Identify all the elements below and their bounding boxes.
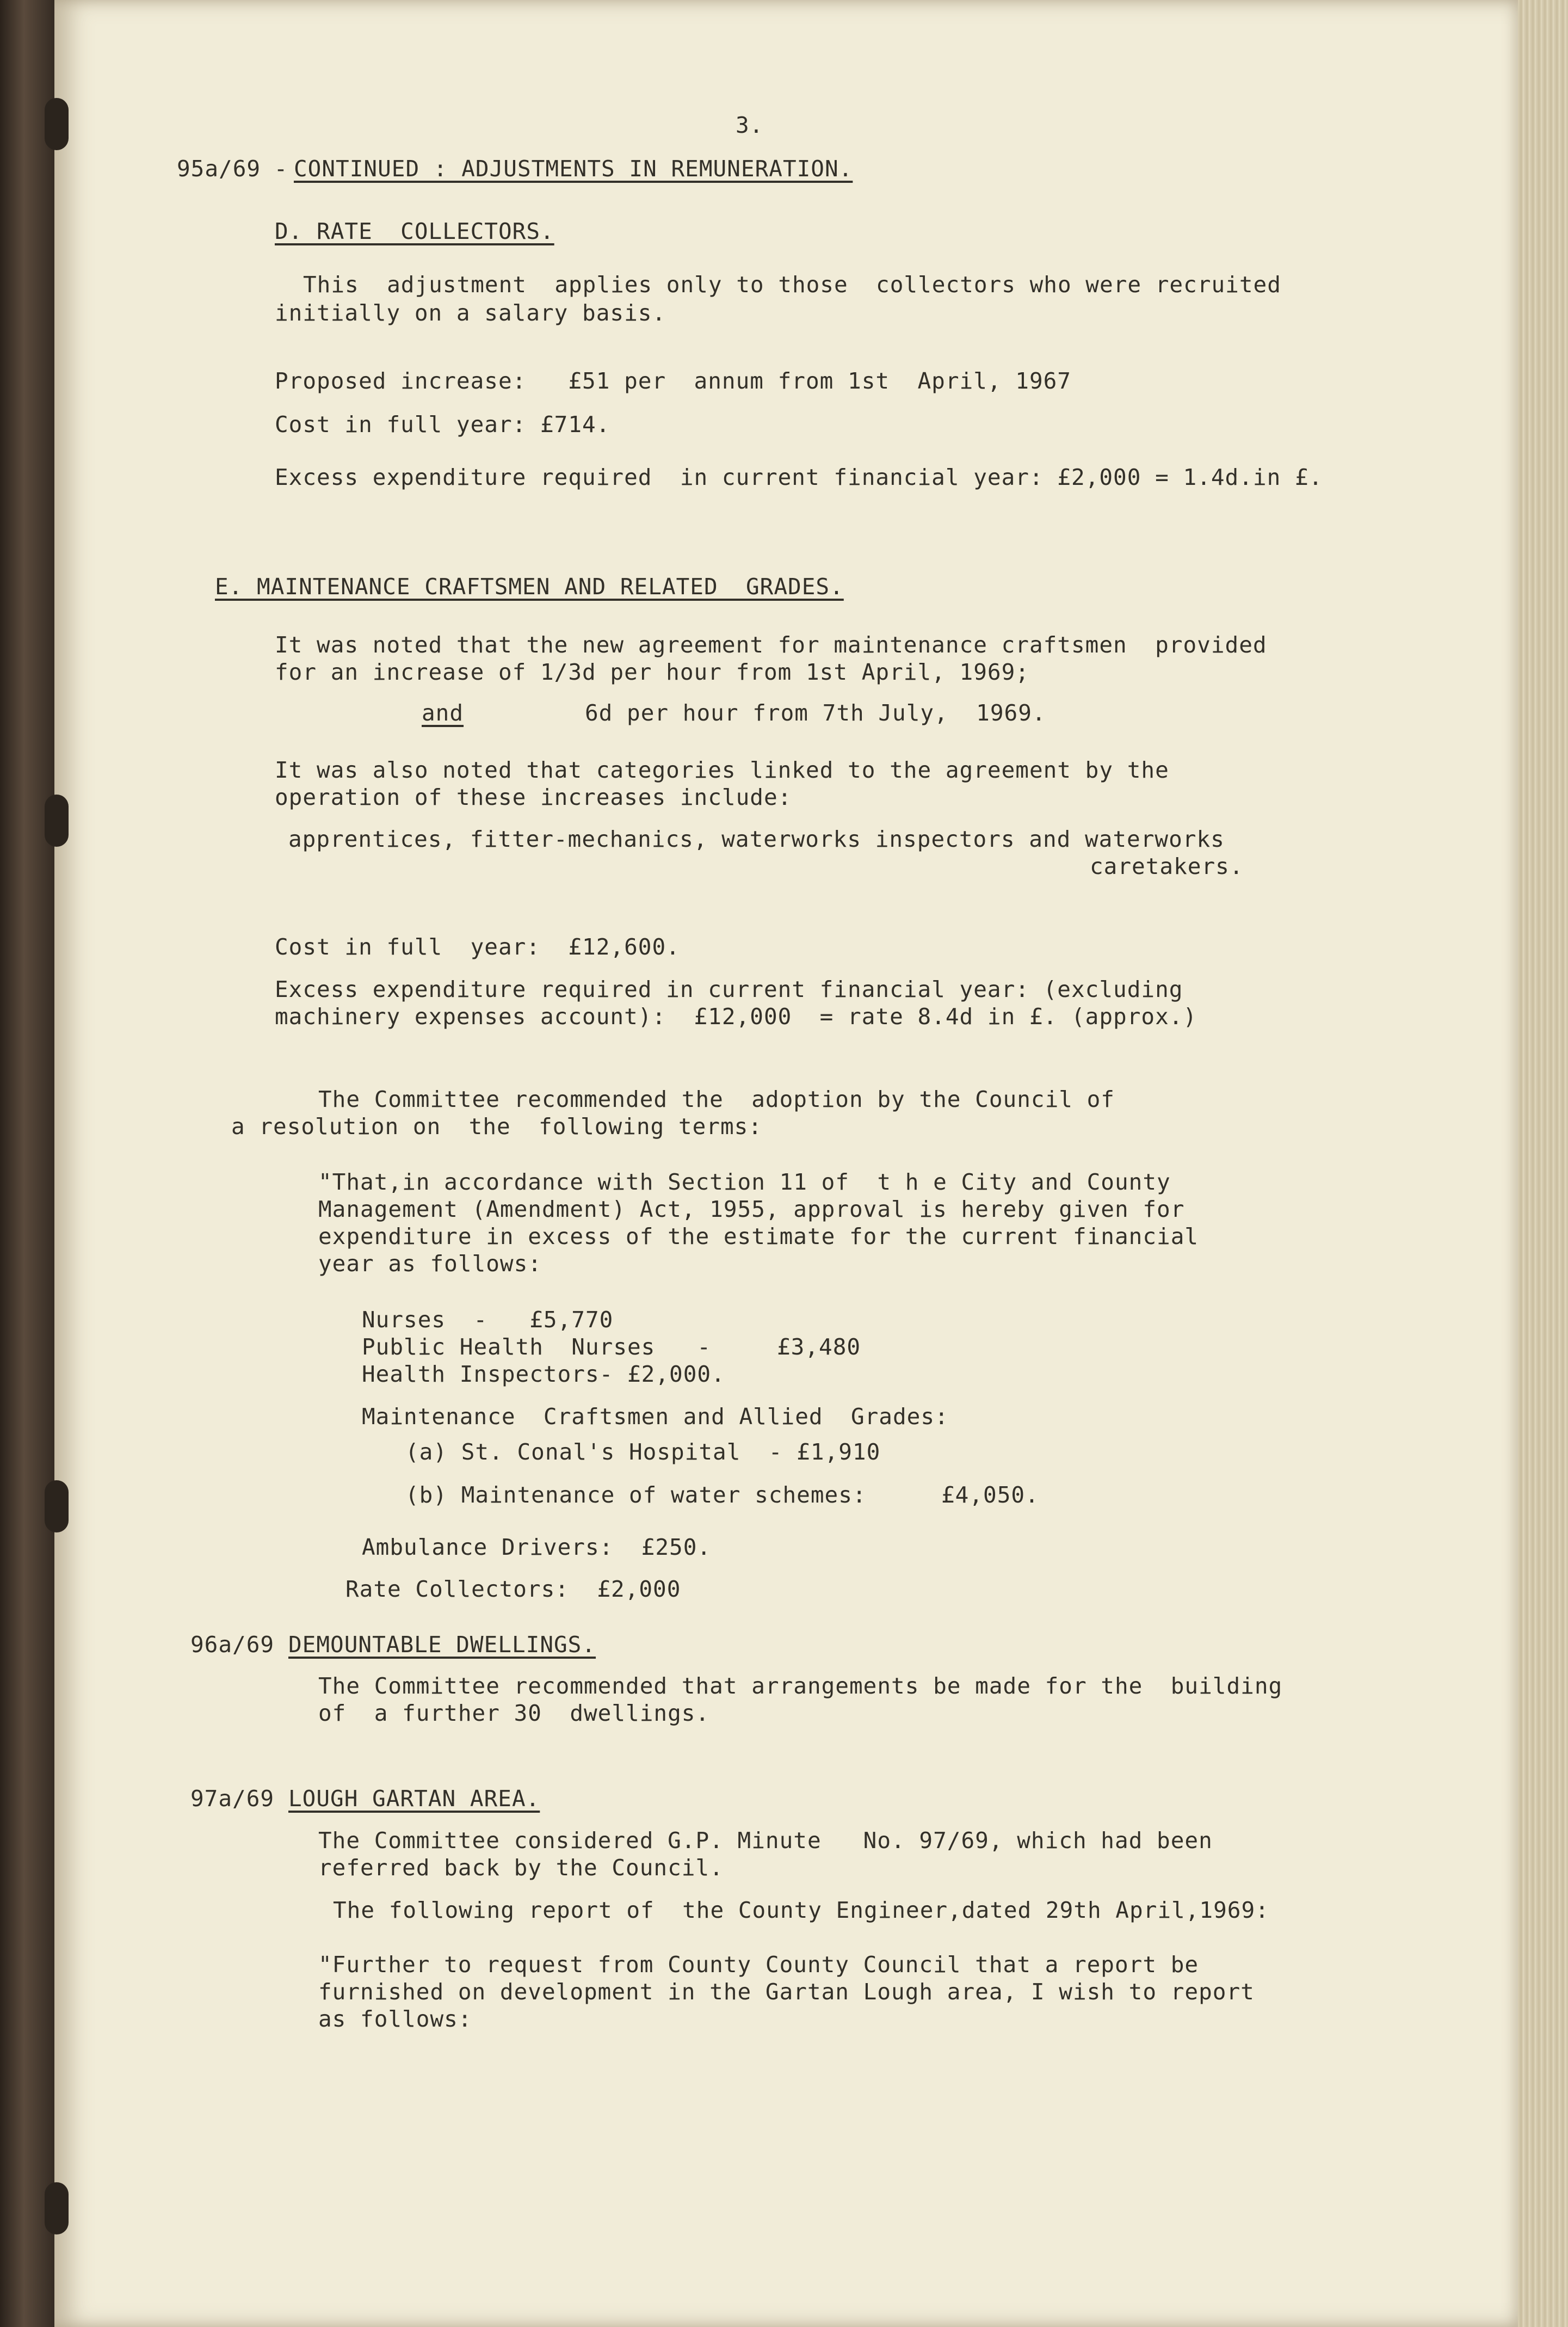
expenditure-item: Maintenance Craftsmen and Allied Grades: — [362, 1403, 949, 1430]
paragraph-line: and — [422, 700, 464, 726]
expenditure-item: Health Inspectors- £2,000. — [362, 1361, 725, 1387]
paragraph-line: Proposed increase: £51 per annum from 1st April, 1967 — [275, 368, 1071, 394]
expenditure-item: Ambulance Drivers: £250. — [362, 1534, 712, 1560]
expenditure-item: Nurses - £5,770 — [362, 1307, 614, 1333]
expenditure-item: (a) St. Conal's Hospital - £1,910 — [405, 1439, 881, 1465]
paragraph-line: as follows: — [318, 2006, 472, 2032]
paragraph-line: operation of these increases include: — [275, 784, 792, 810]
expenditure-value: £4,050. — [941, 1482, 1039, 1508]
paragraph-line: apprentices, fitter-mechanics, waterworks inspectors and waterworks — [288, 826, 1225, 852]
minute-heading: CONTINUED : ADJUSTMENTS IN REMUNERATION. — [294, 156, 853, 182]
expenditure-item: (b) Maintenance of water schemes: — [405, 1482, 867, 1508]
paragraph-line: a resolution on the following terms: — [231, 1113, 762, 1140]
paragraph-line: "Further to request from County County Council that a report be — [318, 1952, 1199, 1978]
paragraph-line: machinery expenses account): £12,000 = rate 8.4d in £. (approx.) — [275, 1004, 1197, 1030]
paragraph-line: 6d per hour from 7th July, 1969. — [585, 700, 1046, 726]
binding-hole — [45, 1480, 69, 1532]
paragraph-line: for an increase of 1/3d per hour from 1st April, 1969; — [275, 659, 1029, 685]
page-number: 3. — [736, 112, 764, 138]
minute-heading: LOUGH GARTAN AREA. — [288, 1786, 540, 1812]
paragraph-line: referred back by the Council. — [318, 1855, 724, 1881]
minute-heading: DEMOUNTABLE DWELLINGS. — [288, 1632, 596, 1658]
paragraph-line: This adjustment applies only to those collectors who were recruited — [303, 272, 1281, 298]
resolution-line: "That,in accordance with Section 11 of t h e City and County — [318, 1169, 1171, 1195]
minute-number: 96a/69 — [190, 1632, 275, 1658]
paragraph-line: The Committee recommended the adoption by the Council of — [318, 1086, 1115, 1112]
resolution-line: year as follows: — [318, 1251, 542, 1277]
expenditure-item: Public Health Nurses - — [362, 1334, 712, 1360]
paragraph-line: The Committee considered G.P. Minute No. 97/69, which had been — [318, 1827, 1213, 1854]
paragraph-line: furnished on development in the Gartan Lough area, I wish to report — [318, 1979, 1255, 2005]
paragraph-line: It was noted that the new agreement for maintenance craftsmen provided — [275, 632, 1267, 658]
paragraph-line: The Committee recommended that arrangements be made for the building — [318, 1673, 1283, 1699]
section-heading: E. MAINTENANCE CRAFTSMEN AND RELATED GRADES. — [215, 574, 844, 600]
minute-number: 95a/69 — [177, 156, 261, 182]
resolution-line: Management (Amendment) Act, 1955, approval is hereby given for — [318, 1196, 1185, 1222]
paragraph-line: initially on a salary basis. — [275, 300, 666, 326]
paragraph-line: Excess expenditure required in current financial year: £2,000 = 1.4d.in £. — [275, 464, 1323, 490]
paragraph-line: of a further 30 dwellings. — [318, 1700, 710, 1726]
paragraph-line: Cost in full year: £12,600. — [275, 934, 680, 960]
resolution-line: expenditure in excess of the estimate for the current financial — [318, 1223, 1199, 1249]
book-binding — [0, 0, 60, 2327]
paragraph-line: caretakers. — [1090, 853, 1244, 879]
heading-separator: - — [260, 156, 303, 182]
expenditure-item: Rate Collectors: £2,000 — [345, 1576, 681, 1602]
paragraph-line: It was also noted that categories linked to the agreement by the — [275, 757, 1169, 783]
paragraph-line: Excess expenditure required in current financial year: (excluding — [275, 976, 1183, 1002]
paragraph-line: The following report of the County Engineer,dated 29th April,1969: — [333, 1897, 1269, 1923]
minute-number: 97a/69 — [190, 1786, 275, 1812]
section-heading: D. RATE COLLECTORS. — [275, 218, 554, 244]
expenditure-value: £3,480 — [777, 1334, 861, 1360]
binding-hole — [45, 795, 69, 847]
page-edges — [1518, 0, 1568, 2327]
paragraph-line: Cost in full year: £714. — [275, 411, 610, 438]
binding-hole — [45, 2182, 69, 2234]
binding-hole — [45, 98, 69, 150]
